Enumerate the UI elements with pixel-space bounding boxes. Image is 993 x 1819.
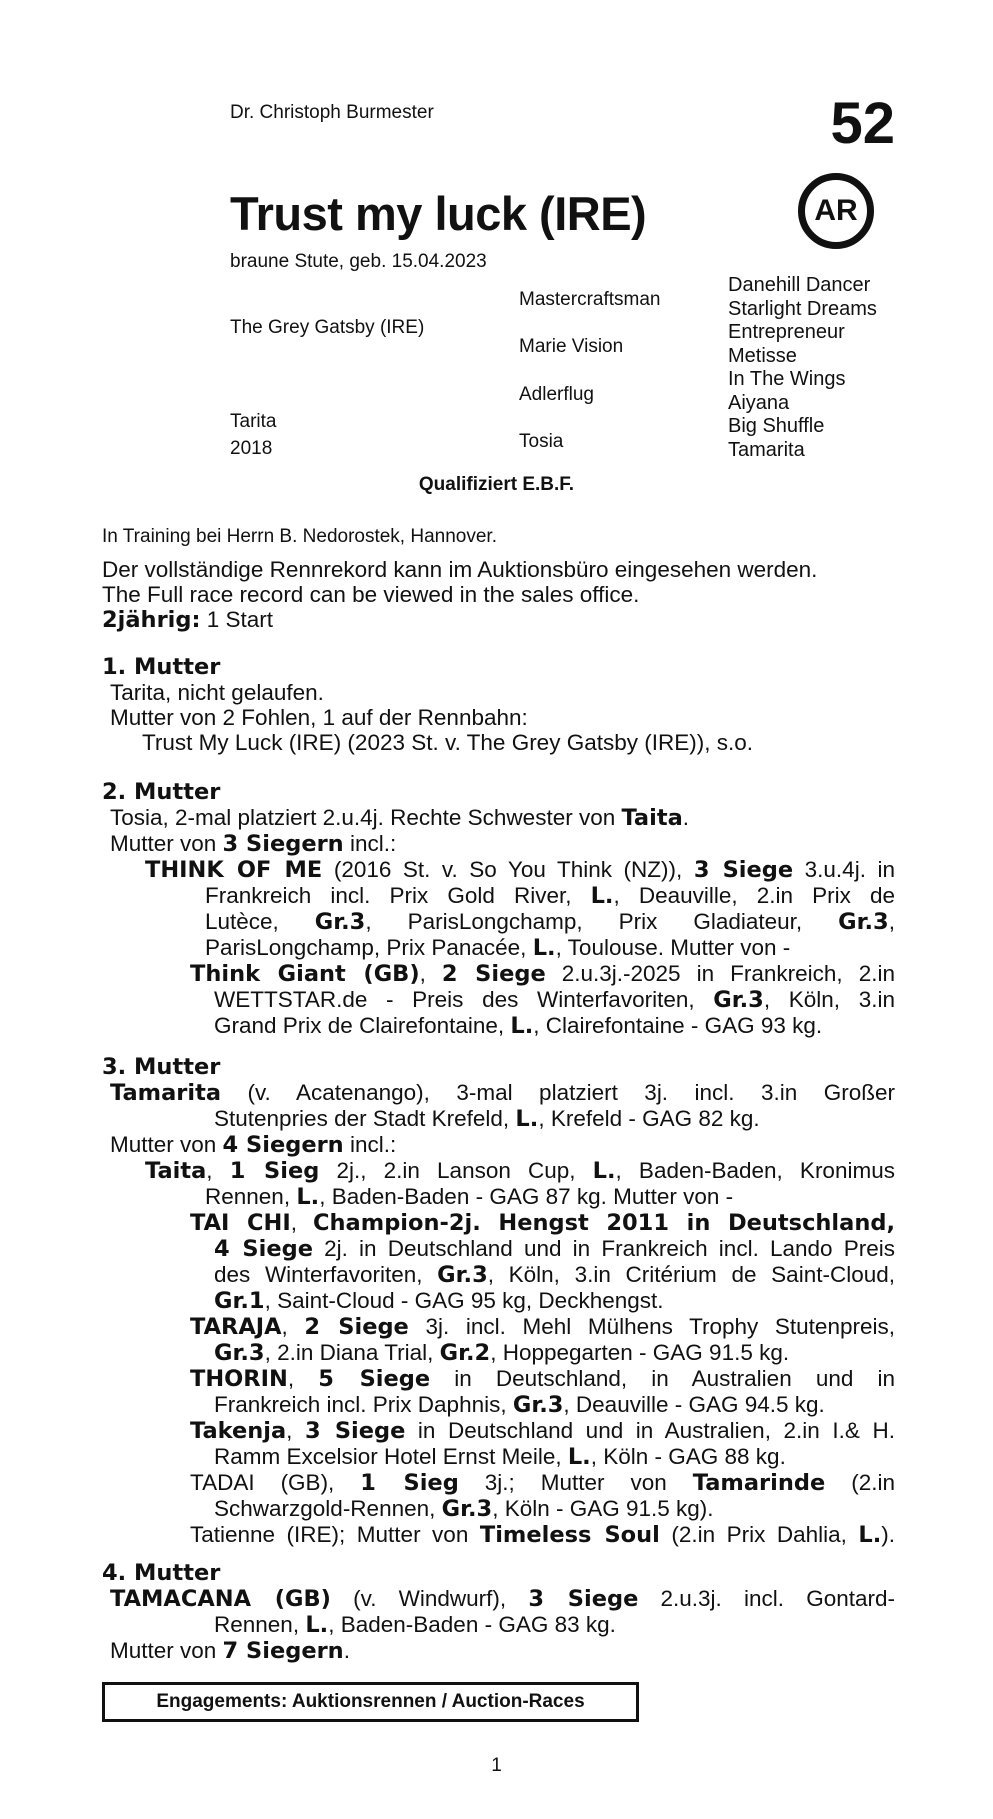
- pedigree-gen2-1: Mastercraftsman: [519, 289, 661, 310]
- offspring-tadai: TADAI (GB), 1 Sieg 3j.; Mutter von Tamarinde (2.in: [190, 1470, 895, 1496]
- pedigree-gen3: [728, 274, 877, 462]
- training-note: In Training bei Herrn B. Nedorostek, Hannover.: [102, 526, 497, 547]
- ar-badge: AR: [798, 173, 874, 249]
- pedigree-gen3-5: In The Wings: [728, 368, 846, 390]
- section-mutter-2: [102, 780, 895, 1039]
- section-mutter-1: [102, 655, 895, 755]
- section-mutter-4: [102, 1561, 895, 1664]
- mutter-2-line: Mutter von 3 Siegern incl.:: [110, 831, 397, 857]
- mutter-1-heading: 1. Mutter: [102, 654, 221, 680]
- mutter-4-line: TAMACANA (GB) (v. Windwurf), 3 Siege 2.u.3j. incl. Gontard-: [110, 1586, 895, 1612]
- mutter-3-heading: 3. Mutter: [102, 1054, 221, 1080]
- pedigree-dam: Tarita: [230, 411, 277, 432]
- mutter-4-line: Mutter von 7 Siegern.: [110, 1638, 350, 1664]
- pedigree-gen3-2: Starlight Dreams: [728, 297, 877, 320]
- pedigree-gen3-1: Danehill Dancer: [728, 274, 871, 296]
- mutter-2-heading: 2. Mutter: [102, 779, 221, 805]
- breeder: Dr. Christoph Burmester: [230, 102, 434, 123]
- offspring-line: Lutèce, Gr.3, ParisLongchamp, Prix Gladiateur, Gr.3,: [205, 909, 895, 935]
- mutter-2-line: Tosia, 2-mal platziert 2.u.4j. Rechte Schwester von Taita.: [110, 805, 690, 831]
- pedigree-gen2-3: Adlerflug: [519, 384, 594, 405]
- qualification: Qualifiziert E.B.F.: [418, 474, 575, 495]
- offspring-line: Grand Prix de Clairefontaine, L., Clairefontaine - GAG 93 kg.: [214, 1013, 823, 1039]
- offspring-line: Gr.1, Saint-Cloud - GAG 95 kg, Deckhengst.: [214, 1288, 664, 1314]
- offspring-tai-chi: TAI CHI, Champion-2j. Hengst 2011 in Deutschland,: [190, 1210, 895, 1236]
- record-note-de: Der vollständige Rennrekord kann im Auktionsbüro eingesehen werden.: [102, 557, 818, 582]
- offspring-line: Gr.3, 2.in Diana Trial, Gr.2, Hoppegarten - GAG 91.5 kg.: [214, 1340, 790, 1366]
- pedigree-gen3-8: Tamarita: [728, 438, 805, 461]
- offspring-line: 4 Siege 2j. in Deutschland und in Frankreich incl. Lando Preis: [214, 1236, 895, 1262]
- offspring-line: Frankreich incl. Prix Gold River, L., Deauville, 2.in Prix de: [205, 883, 895, 909]
- offspring-line: Ramm Excelsior Hotel Ernst Meile, L., Köln - GAG 88 kg.: [214, 1444, 786, 1470]
- lot-number: 52: [830, 91, 895, 156]
- pedigree-sire: The Grey Gatsby (IRE): [230, 317, 425, 338]
- mutter-1-line: Mutter von 2 Fohlen, 1 auf der Rennbahn:: [110, 705, 528, 730]
- horse-description: braune Stute, geb. 15.04.2023: [230, 251, 487, 272]
- horse-name: Trust my luck (IRE): [230, 187, 647, 240]
- offspring-line: Rennen, L., Baden-Baden - GAG 87 kg. Mutter von -: [205, 1184, 734, 1210]
- offspring-think-giant: Think Giant (GB), 2 Siege 2.u.3j.-2025 in Frankreich, 2.in: [190, 961, 895, 987]
- mutter-3-line: Stutenpries der Stadt Krefeld, L., Krefeld - GAG 82 kg.: [214, 1106, 760, 1132]
- pedigree-gen3-4: Metisse: [728, 344, 797, 367]
- record-note-en: The Full race record can be viewed in the sales office.: [102, 582, 640, 607]
- offspring-line: Frankreich incl. Prix Daphnis, Gr.3, Deauville - GAG 94.5 kg.: [214, 1392, 825, 1418]
- offspring-line: des Winterfavoriten, Gr.3, Köln, 3.in Critérium de Saint-Cloud,: [214, 1262, 895, 1288]
- mutter-4-line: Rennen, L., Baden-Baden - GAG 83 kg.: [214, 1612, 616, 1638]
- offspring-tatienne: Tatienne (IRE); Mutter von Timeless Soul (2.in Prix Dahlia, L.).: [190, 1522, 896, 1548]
- offspring-think-of-me: THINK OF ME (2016 St. v. So You Think (NZ)), 3 Siege 3.u.4j. in: [145, 857, 895, 883]
- mutter-1-line: Trust My Luck (IRE) (2023 St. v. The Grey Gatsby (IRE)), s.o.: [142, 730, 753, 755]
- record-block: [102, 557, 895, 633]
- offspring-thorin: THORIN, 5 Siege in Deutschland, in Australien und in: [190, 1366, 895, 1392]
- offspring-taita: Taita, 1 Sieg 2j., 2.in Lanson Cup, L., Baden-Baden, Kronimus: [145, 1158, 895, 1184]
- pedigree-gen3-6: Aiyana: [728, 391, 790, 414]
- pedigree-gen3-3: Entrepreneur: [728, 321, 845, 343]
- two-year-record: [102, 607, 895, 633]
- offspring-line: ParisLongchamp, Prix Panacée, L., Toulouse. Mutter von -: [205, 935, 791, 961]
- pedigree-gen3-7: Big Shuffle: [728, 415, 825, 437]
- pedigree-dam-year: 2018: [230, 438, 273, 459]
- offspring-taraja: TARAJA, 2 Siege 3j. incl. Mehl Mülhens Trophy Stutenpreis,: [190, 1314, 895, 1340]
- offspring-takenja: Takenja, 3 Siege in Deutschland und in Australien, 2.in I.& H.: [190, 1418, 895, 1444]
- two-year-label: 2jährig:: [102, 607, 201, 633]
- pedigree-gen2-2: Marie Vision: [519, 336, 624, 357]
- page-number: 1: [491, 1755, 502, 1776]
- section-mutter-3: [102, 1055, 895, 1548]
- pedigree-gen2-4: Tosia: [519, 431, 564, 452]
- mutter-3-line: Mutter von 4 Siegern incl.:: [110, 1132, 397, 1158]
- offspring-line: WETTSTAR.de - Preis des Winterfavoriten, Gr.3, Köln, 3.in: [214, 987, 895, 1013]
- mutter-3-line: Tamarita (v. Acatenango), 3-mal platziert 3j. incl. 3.in Großer: [110, 1080, 895, 1106]
- two-year-value: 1 Start: [200, 607, 274, 632]
- offspring-line: Schwarzgold-Rennen, Gr.3, Köln - GAG 91.5 kg).: [214, 1496, 714, 1522]
- engagements-box: Engagements: Auktionsrennen / Auction-Races: [102, 1682, 639, 1722]
- mutter-1-line: Tarita, nicht gelaufen.: [110, 680, 324, 705]
- mutter-4-heading: 4. Mutter: [102, 1560, 221, 1586]
